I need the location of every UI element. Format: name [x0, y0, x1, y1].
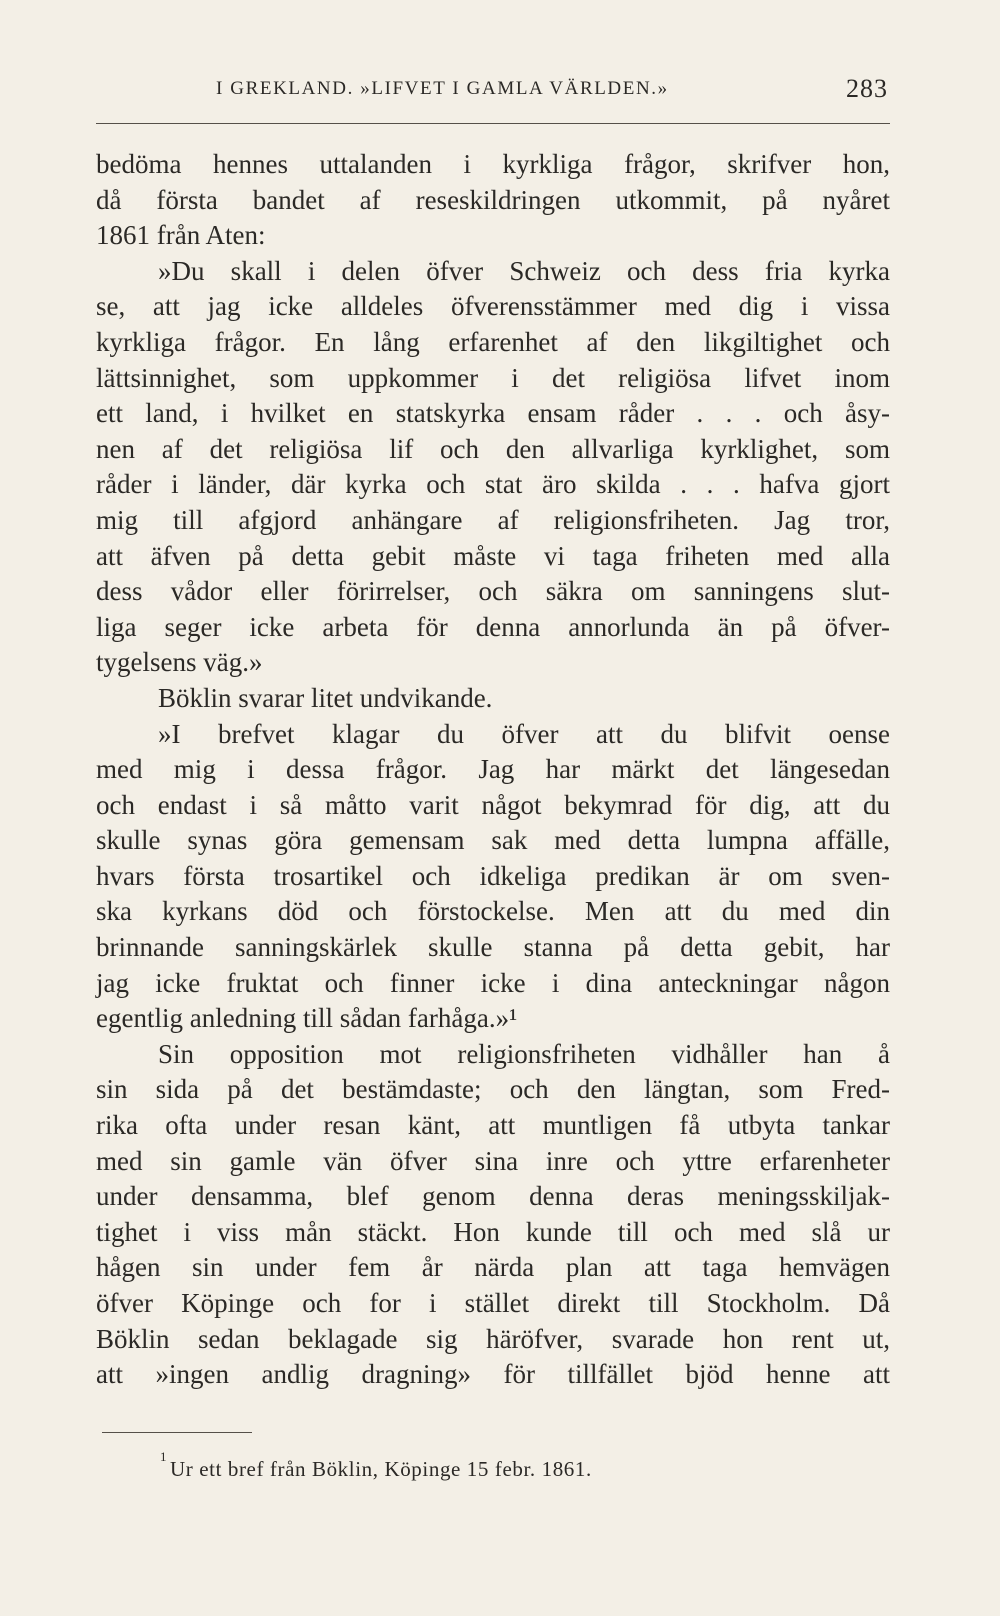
header-rule — [96, 123, 890, 124]
text-line: råder i länder, där kyrka och stat äro skilda . . . hafva gjort — [96, 469, 890, 500]
text-line: rika ofta under resan känt, att muntligen få utbyta tankar — [96, 1110, 890, 1141]
text-line: nen af det religiösa lif och den allvarliga kyrklighet, som — [96, 433, 890, 464]
text-line: ska kyrkans död och förstockelse. Men att du med din — [96, 896, 890, 927]
text-line: hvars första trosartikel och idkeliga predikan är om sven- — [96, 860, 890, 891]
body-text — [96, 147, 890, 1393]
text-line: under densamma, blef genom denna deras meningsskiljak- — [96, 1181, 890, 1212]
text-line: dess vådor eller förirrelser, och säkra om sanningens slut- — [96, 576, 890, 607]
running-title: I GREKLAND. »LIFVET I GAMLA VÄRLDEN.» — [216, 78, 669, 99]
text-line: skulle synas göra gemensam sak med detta lumpna affälle, — [96, 825, 890, 856]
text-line: med mig i dessa frågor. Jag har märkt det längesedan — [96, 754, 890, 785]
text-line: sin sida på det bestämdaste; och den längtan, som Fred- — [96, 1074, 890, 1105]
text-line: lättsinnighet, som uppkommer i det religiösa lifvet inom — [96, 362, 890, 393]
text-line: liga seger icke arbeta för denna annorlunda än på öfver- — [96, 611, 890, 642]
text-line: ett land, i hvilket en statskyrka ensam råder . . . och åsy- — [96, 398, 890, 429]
running-head — [96, 74, 896, 112]
text-line: då första bandet af reseskildringen utkommit, på nyåret — [96, 184, 890, 215]
text-line: 1861 från Aten: — [96, 220, 266, 251]
text-line: tygelsens väg.» — [96, 647, 263, 678]
text-line: Böklin svarar litet undvikande. — [158, 682, 493, 713]
text-line: »Du skall i delen öfver Schweiz och dess fria kyrka — [158, 255, 890, 286]
text-line: att äfven på detta gebit måste vi taga friheten med alla — [96, 540, 890, 571]
page-number: 283 — [846, 74, 888, 103]
text-line: egentlig anledning till sådan farhåga.»¹ — [96, 1003, 518, 1034]
footnote-text: Ur ett bref från Böklin, Köpinge 15 febr. 1861. — [170, 1457, 592, 1481]
text-line: Sin opposition mot religionsfriheten vidhåller han å — [158, 1038, 890, 1069]
text-line: se, att jag icke alldeles öfverensstämmer med dig i vissa — [96, 291, 890, 322]
text-line: och endast i så måtto varit något bekymrad för dig, att du — [96, 789, 890, 820]
text-line: jag icke fruktat och finner icke i dina anteckningar någon — [96, 967, 890, 998]
text-line: brinnande sanningskärlek skulle stanna på detta gebit, har — [96, 932, 890, 963]
text-line: hågen sin under fem år närda plan att taga hemvägen — [96, 1252, 890, 1283]
text-line: öfver Köpinge och for i stället direkt till Stockholm. Då — [96, 1288, 890, 1318]
text-line: »I brefvet klagar du öfver att du blifvit oense — [158, 718, 890, 749]
text-line: tighet i viss mån stäckt. Hon kunde till och med slå ur — [96, 1216, 890, 1247]
footnote-rule — [102, 1432, 252, 1433]
text-line: bedöma hennes uttalanden i kyrkliga frågor, skrifver hon, — [96, 149, 890, 179]
text-line: mig till afgjord anhängare af religionsfriheten. Jag tror, — [96, 504, 890, 535]
text-line: Böklin sedan beklagade sig häröfver, svarade hon rent ut, — [96, 1323, 890, 1354]
text-line: med sin gamle vän öfver sina inre och yttre erfarenheter — [96, 1145, 890, 1176]
text-line: att »ingen andlig dragning» för tillfället bjöd henne att — [96, 1359, 890, 1390]
footnote-marker: 1 — [160, 1449, 168, 1464]
footnote — [160, 1449, 592, 1482]
text-line: kyrkliga frågor. En lång erfarenhet af den likgiltighet och — [96, 326, 890, 357]
